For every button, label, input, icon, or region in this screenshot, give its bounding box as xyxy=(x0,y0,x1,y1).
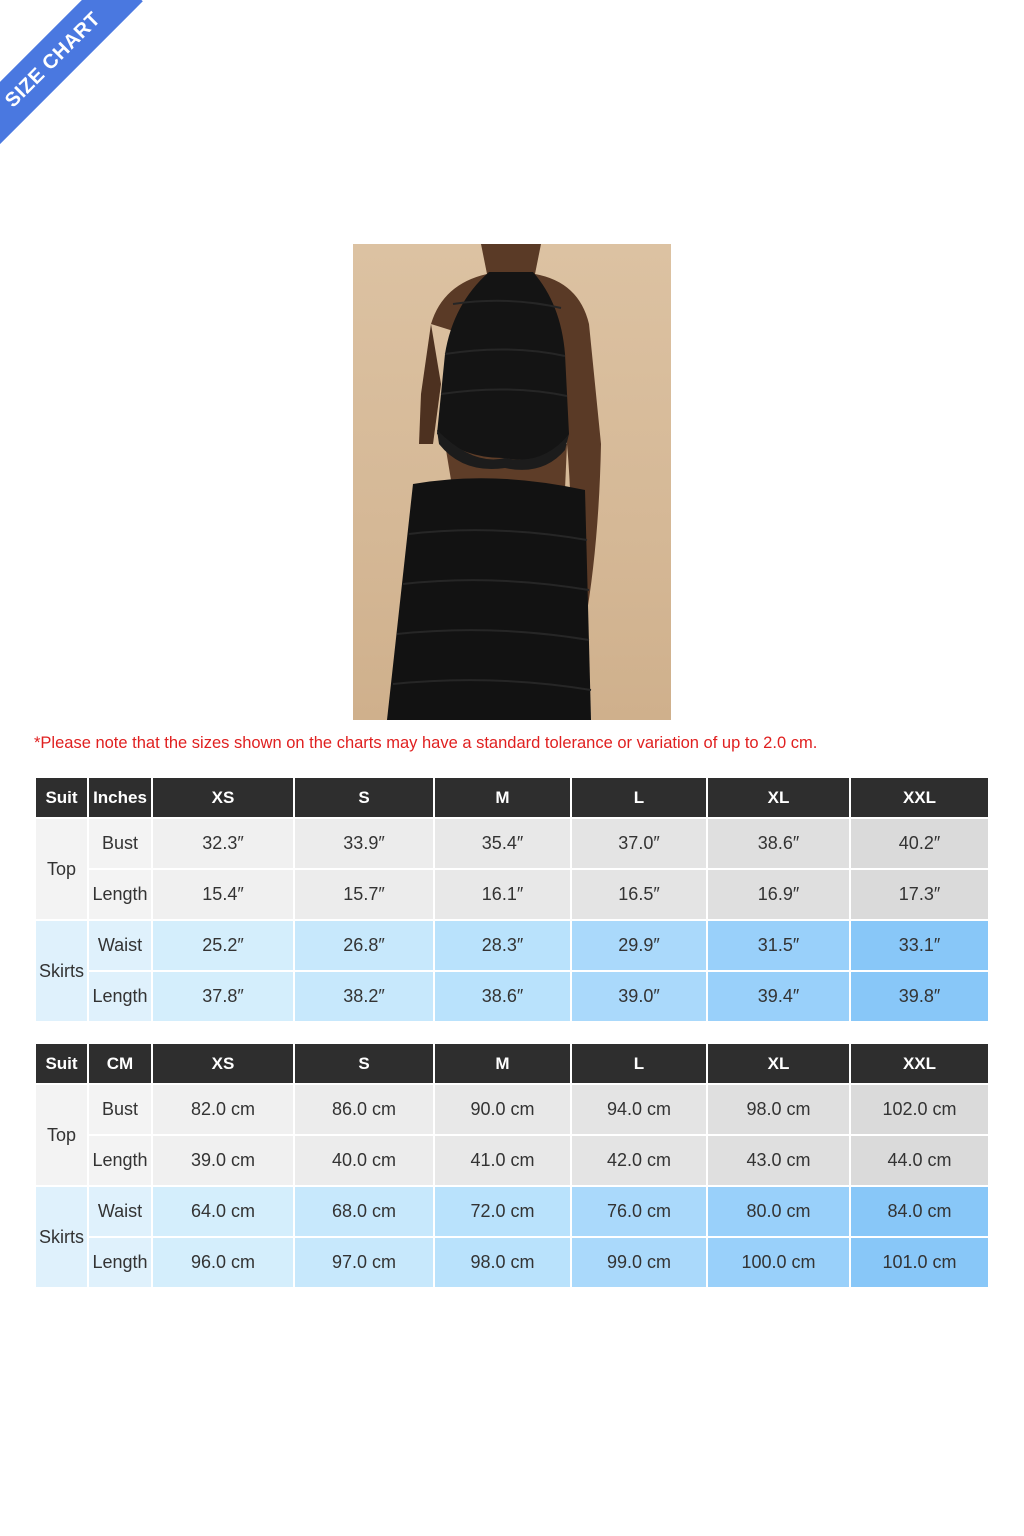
header-size-s: S xyxy=(295,1044,433,1083)
group-label-skirts: Skirts xyxy=(36,1187,87,1287)
table-cell: 42.0 cm xyxy=(572,1136,706,1185)
table-cell: 76.0 cm xyxy=(572,1187,706,1236)
table-cell: 84.0 cm xyxy=(851,1187,988,1236)
table-cell: 32.3″ xyxy=(153,819,293,868)
row-label: Waist xyxy=(89,1187,151,1236)
table-cell: 37.8″ xyxy=(153,972,293,1021)
table-cell: 16.5″ xyxy=(572,870,706,919)
row-label: Waist xyxy=(89,921,151,970)
model-illustration xyxy=(353,244,671,720)
table-cell: 96.0 cm xyxy=(153,1238,293,1287)
table-cell: 16.9″ xyxy=(708,870,849,919)
table-cell: 28.3″ xyxy=(435,921,570,970)
size-chart-badge-label: SIZE CHART xyxy=(0,0,143,150)
header-size-xl: XL xyxy=(708,778,849,817)
table-cell: 33.1″ xyxy=(851,921,988,970)
table-cell: 99.0 cm xyxy=(572,1238,706,1287)
size-chart-badge xyxy=(0,0,150,150)
header-suit: Suit xyxy=(36,1044,87,1083)
row-label: Bust xyxy=(89,1085,151,1134)
product-photo xyxy=(353,244,671,720)
tolerance-note: *Please note that the sizes shown on the charts may have a standard tolerance or variation of up to 2.0 cm. xyxy=(34,734,818,752)
table-header-row xyxy=(36,778,988,817)
cm-size-table xyxy=(34,1042,990,1289)
header-size-xs: XS xyxy=(153,1044,293,1083)
table-cell: 25.2″ xyxy=(153,921,293,970)
table-cell: 33.9″ xyxy=(295,819,433,868)
header-size-xxl: XXL xyxy=(851,778,988,817)
header-size-m: M xyxy=(435,778,570,817)
row-label: Bust xyxy=(89,819,151,868)
table-cell: 39.0 cm xyxy=(153,1136,293,1185)
group-label-skirts: Skirts xyxy=(36,921,87,1021)
table-cell: 15.4″ xyxy=(153,870,293,919)
table-cell: 38.6″ xyxy=(708,819,849,868)
table-cell: 86.0 cm xyxy=(295,1085,433,1134)
table-cell: 97.0 cm xyxy=(295,1238,433,1287)
table-cell: 80.0 cm xyxy=(708,1187,849,1236)
header-suit: Suit xyxy=(36,778,87,817)
header-unit: Inches xyxy=(89,778,151,817)
table-cell: 68.0 cm xyxy=(295,1187,433,1236)
table-row xyxy=(36,1136,988,1185)
table-cell: 31.5″ xyxy=(708,921,849,970)
table-cell: 40.0 cm xyxy=(295,1136,433,1185)
header-size-l: L xyxy=(572,1044,706,1083)
header-size-s: S xyxy=(295,778,433,817)
table-cell: 38.2″ xyxy=(295,972,433,1021)
table-cell: 39.0″ xyxy=(572,972,706,1021)
table-cell: 15.7″ xyxy=(295,870,433,919)
table-cell: 35.4″ xyxy=(435,819,570,868)
row-label: Length xyxy=(89,870,151,919)
table-cell: 39.8″ xyxy=(851,972,988,1021)
table-cell: 41.0 cm xyxy=(435,1136,570,1185)
table-cell: 29.9″ xyxy=(572,921,706,970)
header-size-xl: XL xyxy=(708,1044,849,1083)
row-label: Length xyxy=(89,972,151,1021)
inches-size-table xyxy=(34,776,990,1023)
table-cell: 38.6″ xyxy=(435,972,570,1021)
table-row xyxy=(36,972,988,1021)
group-label-top: Top xyxy=(36,819,87,919)
table-header-row xyxy=(36,1044,988,1083)
table-cell: 94.0 cm xyxy=(572,1085,706,1134)
header-size-l: L xyxy=(572,778,706,817)
table-row xyxy=(36,1238,988,1287)
table-cell: 44.0 cm xyxy=(851,1136,988,1185)
row-label: Length xyxy=(89,1136,151,1185)
header-unit: CM xyxy=(89,1044,151,1083)
row-label: Length xyxy=(89,1238,151,1287)
table-cell: 98.0 cm xyxy=(708,1085,849,1134)
table-cell: 102.0 cm xyxy=(851,1085,988,1134)
table-cell: 72.0 cm xyxy=(435,1187,570,1236)
table-cell: 17.3″ xyxy=(851,870,988,919)
table-row xyxy=(36,870,988,919)
table-cell: 26.8″ xyxy=(295,921,433,970)
table-cell: 100.0 cm xyxy=(708,1238,849,1287)
table-cell: 101.0 cm xyxy=(851,1238,988,1287)
table-cell: 16.1″ xyxy=(435,870,570,919)
header-size-xxl: XXL xyxy=(851,1044,988,1083)
table-cell: 64.0 cm xyxy=(153,1187,293,1236)
table-row xyxy=(36,1187,988,1236)
table-cell: 82.0 cm xyxy=(153,1085,293,1134)
table-cell: 90.0 cm xyxy=(435,1085,570,1134)
table-row xyxy=(36,1085,988,1134)
table-row xyxy=(36,921,988,970)
table-cell: 98.0 cm xyxy=(435,1238,570,1287)
table-row xyxy=(36,819,988,868)
table-cell: 43.0 cm xyxy=(708,1136,849,1185)
table-cell: 40.2″ xyxy=(851,819,988,868)
table-cell: 37.0″ xyxy=(572,819,706,868)
header-size-m: M xyxy=(435,1044,570,1083)
header-size-xs: XS xyxy=(153,778,293,817)
group-label-top: Top xyxy=(36,1085,87,1185)
table-cell: 39.4″ xyxy=(708,972,849,1021)
